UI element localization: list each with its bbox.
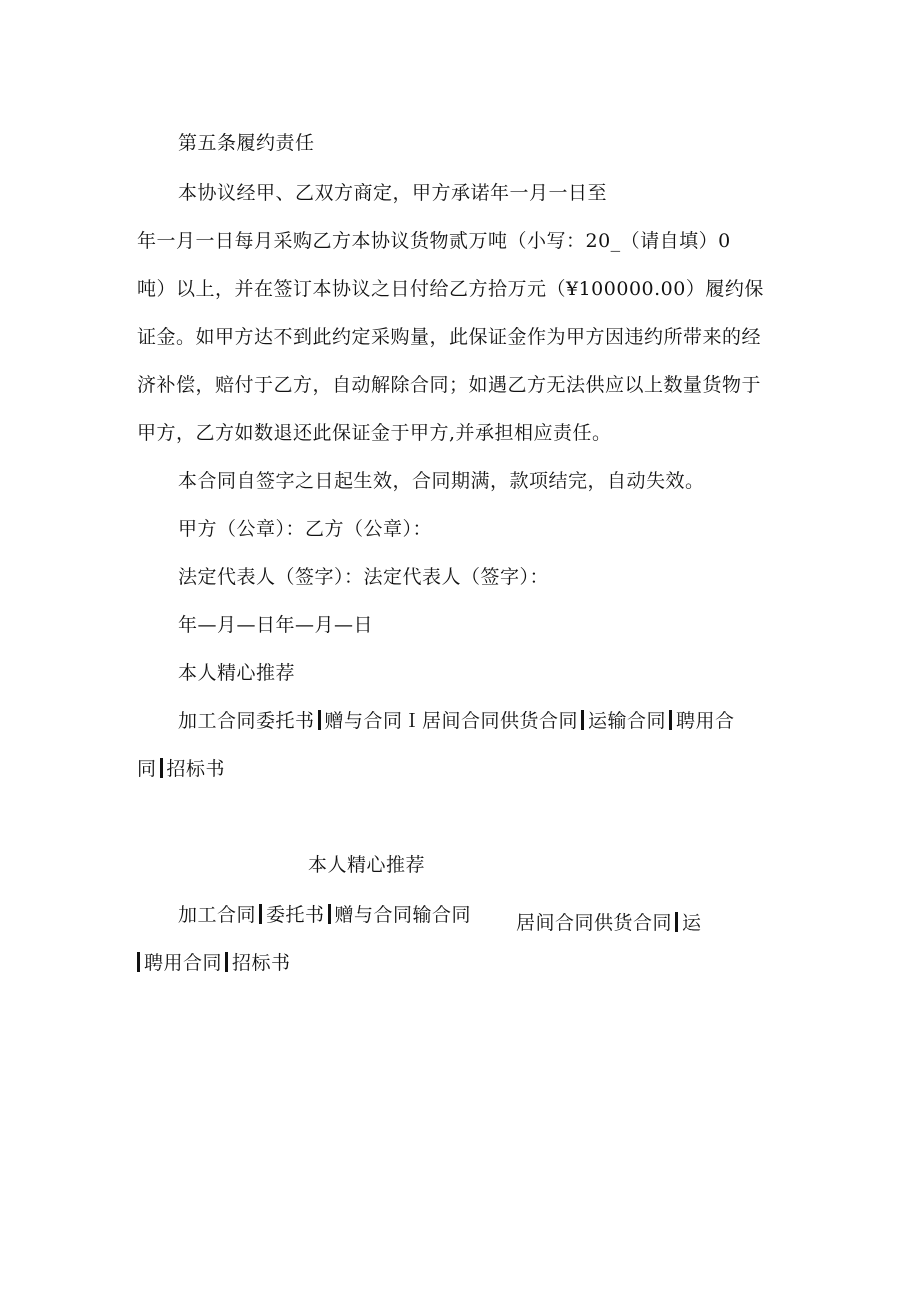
representatives-line: 法定代表人（签字）：法定代表人（签字）： bbox=[178, 566, 550, 588]
effective-clause: 本合同自签字之日起生效，合同期满，款项结完，自动失效。 bbox=[178, 470, 705, 492]
separator-bar bbox=[581, 710, 584, 730]
recommend-link[interactable]: 居间合同供货合同 bbox=[516, 912, 673, 934]
recommend-link[interactable]: 运输合同 bbox=[588, 710, 667, 732]
separator-bar bbox=[137, 952, 140, 972]
separator-bar bbox=[160, 758, 163, 778]
recommend-heading: 本人精心推荐 bbox=[178, 662, 296, 684]
recommend-list bbox=[178, 903, 471, 927]
recommend-link[interactable]: 赠与合同输合同 bbox=[334, 904, 472, 926]
recommend-list bbox=[178, 709, 735, 733]
paragraph-line: 年一月一日每月采购乙方本协议货物贰万吨（小写：20_（请自填）0 bbox=[137, 230, 731, 252]
recommend-link[interactable]: 运 bbox=[682, 912, 702, 934]
recommend-list bbox=[516, 911, 702, 935]
paragraph-line: 证金。如甲方达不到此约定采购量，此保证金作为甲方因违约所带来的经 bbox=[137, 326, 762, 348]
dates-line: 年—月—日年—月—日 bbox=[178, 614, 374, 636]
parties-seal-line: 甲方（公章）：乙方（公章）： bbox=[178, 518, 433, 540]
recommend-link[interactable]: 聘用合 bbox=[676, 710, 735, 732]
recommend-link[interactable]: 聘用合同 bbox=[144, 952, 223, 974]
separator-bar bbox=[259, 904, 262, 924]
recommend-link[interactable]: 招标书 bbox=[232, 952, 291, 974]
recommend-list bbox=[137, 757, 225, 781]
separator-bar bbox=[318, 710, 321, 730]
separator-bar bbox=[675, 912, 678, 932]
recommend-link[interactable]: 委托书 bbox=[266, 904, 325, 926]
recommend-link[interactable]: 加工合同委托书 bbox=[178, 710, 315, 732]
paragraph-line: 济补偿，赔付于乙方，自动解除合同；如遇乙方无法供应以上数量货物于 bbox=[137, 374, 762, 396]
recommend-link[interactable]: 赠与合同Ｉ居间合同供货合同 bbox=[324, 710, 579, 732]
recommend-link[interactable]: 加工合同 bbox=[178, 904, 257, 926]
recommend-link[interactable]: 招标书 bbox=[166, 758, 226, 780]
recommend-link[interactable]: 同 bbox=[137, 758, 157, 780]
paragraph-line: 吨）以上，并在签订本协议之日付给乙方拾万元（¥100000.00）履约保 bbox=[137, 278, 764, 300]
separator-bar bbox=[328, 904, 331, 924]
paragraph-line: 本协议经甲、乙双方商定，甲方承诺年一月一日至 bbox=[178, 182, 608, 204]
separator-bar bbox=[669, 710, 672, 730]
recommend-heading: 本人精心推荐 bbox=[308, 854, 426, 876]
paragraph-line: 甲方，乙方如数退还此保证金于甲方,并承担相应责任。 bbox=[137, 422, 612, 444]
section-title: 第五条履约责任 bbox=[178, 132, 315, 154]
recommend-list bbox=[137, 951, 291, 975]
separator-bar bbox=[225, 952, 228, 972]
